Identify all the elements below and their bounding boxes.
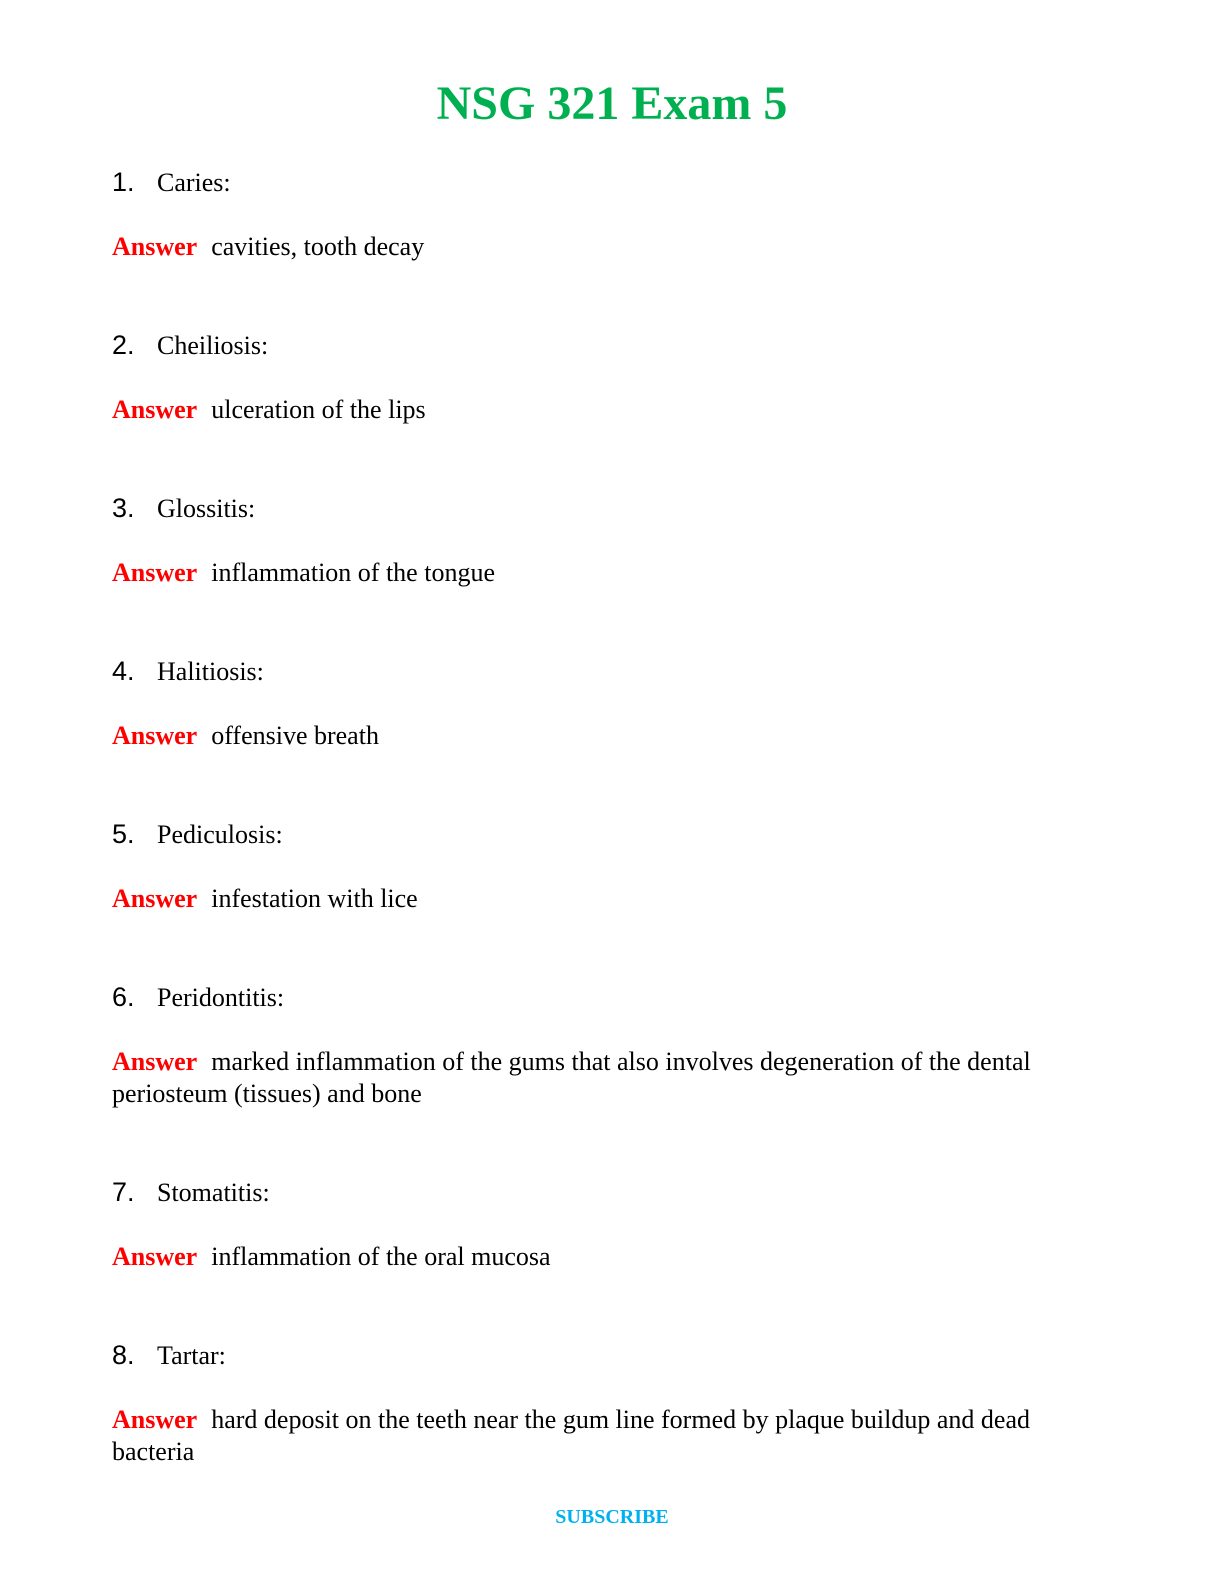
question-term: Halitiosis: bbox=[157, 657, 264, 686]
answer-label: Answer bbox=[112, 558, 198, 587]
question-number: 3. bbox=[112, 493, 135, 523]
question-4 bbox=[112, 655, 1102, 688]
answer-2 bbox=[112, 394, 1102, 426]
question-6 bbox=[112, 981, 1102, 1014]
answer-1 bbox=[112, 231, 1102, 263]
question-number: 4. bbox=[112, 656, 135, 686]
answer-4 bbox=[112, 720, 1102, 752]
answer-7 bbox=[112, 1241, 1102, 1273]
qa-item-6 bbox=[112, 981, 1102, 1110]
answer-text: cavities, tooth decay bbox=[211, 232, 425, 261]
question-term: Glossitis: bbox=[157, 494, 256, 523]
answer-text: offensive breath bbox=[211, 721, 379, 750]
qa-item-5 bbox=[112, 818, 1102, 915]
answer-label: Answer bbox=[112, 1242, 198, 1271]
answer-text: inflammation of the tongue bbox=[211, 558, 495, 587]
answer-6 bbox=[112, 1046, 1102, 1110]
qa-item-1 bbox=[112, 166, 1102, 263]
question-term: Pediculosis: bbox=[157, 820, 283, 849]
question-5 bbox=[112, 818, 1102, 851]
answer-text: marked inflammation of the gums that also involves degeneration of the dental periosteum (tissues) and bone bbox=[112, 1047, 1031, 1108]
answer-label: Answer bbox=[112, 884, 198, 913]
answer-5 bbox=[112, 883, 1102, 915]
question-3 bbox=[112, 492, 1102, 525]
answer-label: Answer bbox=[112, 395, 198, 424]
question-number: 2. bbox=[112, 330, 135, 360]
question-number: 5. bbox=[112, 819, 135, 849]
answer-text: inflammation of the oral mucosa bbox=[211, 1242, 551, 1271]
subscribe-link[interactable]: SUBSCRIBE bbox=[555, 1506, 669, 1528]
question-term: Cheiliosis: bbox=[157, 331, 269, 360]
question-8 bbox=[112, 1339, 1102, 1372]
question-7 bbox=[112, 1176, 1102, 1209]
answer-8 bbox=[112, 1404, 1102, 1468]
qa-item-3 bbox=[112, 492, 1102, 589]
answer-3 bbox=[112, 557, 1102, 589]
answer-text: ulceration of the lips bbox=[211, 395, 426, 424]
answer-text: infestation with lice bbox=[211, 884, 418, 913]
question-1 bbox=[112, 166, 1102, 199]
qa-item-2 bbox=[112, 329, 1102, 426]
page-title: NSG 321 Exam 5 bbox=[436, 77, 788, 130]
question-number: 8. bbox=[112, 1340, 135, 1370]
question-number: 7. bbox=[112, 1177, 135, 1207]
qa-item-4 bbox=[112, 655, 1102, 752]
answer-label: Answer bbox=[112, 721, 198, 750]
question-term: Tartar: bbox=[157, 1341, 226, 1370]
qa-item-7 bbox=[112, 1176, 1102, 1273]
answer-label: Answer bbox=[112, 232, 198, 261]
answer-label: Answer bbox=[112, 1405, 198, 1434]
question-number: 6. bbox=[112, 982, 135, 1012]
answer-text: hard deposit on the teeth near the gum line formed by plaque buildup and dead bacteria bbox=[112, 1405, 1030, 1466]
question-term: Stomatitis: bbox=[157, 1178, 270, 1207]
question-number: 1. bbox=[112, 167, 135, 197]
question-2 bbox=[112, 329, 1102, 362]
qa-item-8 bbox=[112, 1339, 1102, 1468]
question-term: Caries: bbox=[157, 168, 231, 197]
question-term: Peridontitis: bbox=[157, 983, 285, 1012]
answer-label: Answer bbox=[112, 1047, 198, 1076]
